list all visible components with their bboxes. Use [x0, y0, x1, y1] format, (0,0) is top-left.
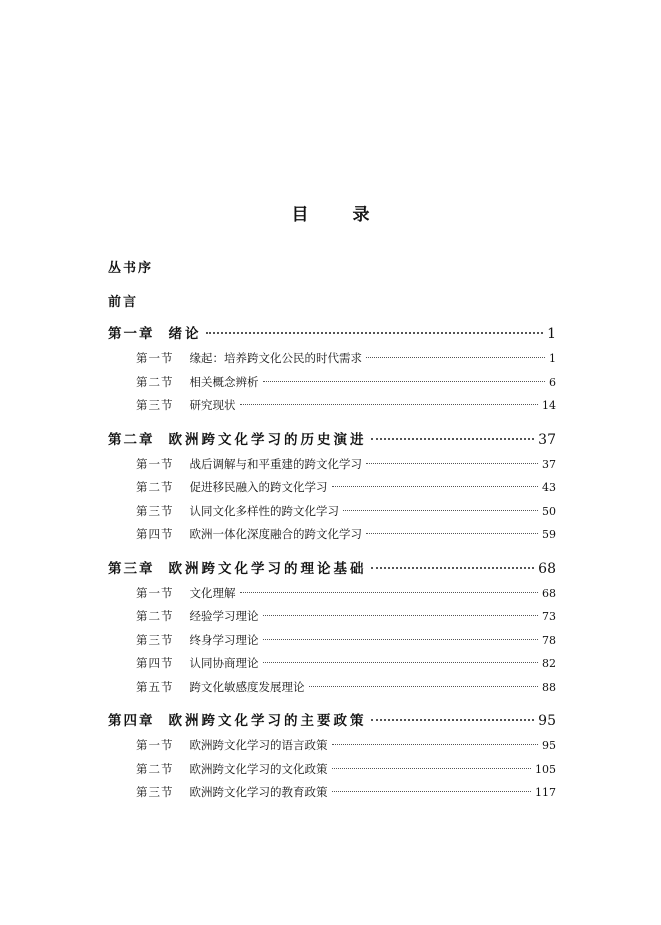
section-title: 认同协商理论 — [189, 656, 259, 670]
table-of-contents — [108, 322, 556, 815]
section-title: 认同文化多样性的跨文化学习 — [189, 503, 339, 518]
section-entry[interactable] — [108, 582, 556, 606]
chapter-number: 第三章 — [108, 560, 155, 577]
section-entry[interactable] — [108, 758, 556, 782]
section-number: 第三节 — [136, 398, 174, 412]
section-title: 相关概念辨析 — [189, 374, 259, 389]
section-title: 促进移民融入的跨文化学习 — [189, 480, 328, 494]
front-matter-foreword[interactable]: 前言 — [108, 295, 139, 310]
section-page-number: 82 — [542, 657, 556, 670]
section-number: 第一节 — [136, 738, 174, 752]
section-title: 欧洲跨文化学习的教育政策 — [189, 785, 328, 799]
dot-leader — [263, 639, 539, 640]
chapter-page-number: 95 — [538, 713, 556, 729]
section-number: 第一节 — [136, 351, 174, 365]
section-entry[interactable] — [108, 523, 556, 547]
section-page-number: 1 — [549, 352, 556, 365]
chapter-entry[interactable] — [108, 322, 556, 347]
section-page-number: 117 — [535, 786, 556, 799]
chapter-title: 欧洲跨文化学习的理论基础 — [168, 560, 367, 577]
section-title: 跨文化敏感度发展理论 — [189, 679, 305, 694]
dot-leader — [332, 486, 539, 487]
section-number: 第四节 — [136, 656, 174, 670]
dot-leader — [366, 463, 538, 464]
section-title: 战后调解与和平重建的跨文化学习 — [189, 456, 362, 471]
section-entry[interactable] — [108, 629, 556, 653]
section-entry[interactable] — [108, 605, 556, 629]
dot-leader — [206, 332, 544, 334]
section-number: 第二节 — [136, 609, 174, 623]
chapter-title: 欧洲跨文化学习的历史演进 — [168, 431, 367, 448]
section-number: 第三节 — [136, 785, 174, 799]
dot-leader — [366, 357, 545, 358]
title-char-1: 目 — [291, 205, 309, 225]
section-title: 研究现状 — [189, 398, 236, 412]
section-number: 第一节 — [136, 585, 174, 600]
section-page-number: 50 — [542, 504, 556, 518]
section-number: 第二节 — [136, 374, 174, 389]
chapter-page-number: 37 — [538, 431, 556, 448]
section-entry[interactable] — [108, 371, 556, 395]
chapter-number: 第二章 — [108, 431, 155, 448]
dot-leader — [263, 381, 546, 382]
dot-leader — [263, 615, 539, 616]
title-char-2: 录 — [352, 205, 370, 225]
chapter-number: 第四章 — [108, 713, 155, 729]
section-number: 第四节 — [136, 527, 174, 541]
chapter-number: 第一章 — [108, 326, 155, 342]
dot-leader — [263, 662, 539, 663]
section-title: 经验学习理论 — [189, 609, 259, 623]
section-entry[interactable] — [108, 734, 556, 758]
chapter-title: 绪论 — [168, 326, 202, 342]
section-entry[interactable] — [108, 652, 556, 676]
chapter-group — [108, 709, 556, 805]
section-entry[interactable] — [108, 347, 556, 371]
section-title: 欧洲一体化深度融合的跨文化学习 — [189, 527, 362, 541]
section-number: 第五节 — [136, 679, 174, 694]
front-matter-preface-series[interactable]: 丛书序 — [108, 261, 154, 276]
section-title: 文化理解 — [189, 585, 236, 600]
chapter-page-number: 1 — [547, 326, 556, 342]
section-page-number: 14 — [542, 399, 556, 412]
section-page-number: 6 — [549, 375, 556, 389]
chapter-page-number: 68 — [538, 560, 556, 577]
chapter-entry[interactable] — [108, 428, 556, 453]
section-title: 欧洲跨文化学习的语言政策 — [189, 738, 328, 752]
dot-leader — [371, 719, 535, 721]
section-title: 终身学习理论 — [189, 632, 259, 647]
dot-leader — [371, 567, 535, 569]
dot-leader — [371, 438, 535, 440]
section-entry[interactable] — [108, 781, 556, 805]
dot-leader — [240, 592, 539, 593]
page-title — [0, 200, 661, 225]
section-entry[interactable] — [108, 394, 556, 418]
chapter-title: 欧洲跨文化学习的主要政策 — [168, 713, 367, 729]
section-number: 第二节 — [136, 480, 174, 494]
chapter-group — [108, 322, 556, 418]
dot-leader — [240, 404, 539, 405]
section-entry[interactable] — [108, 500, 556, 524]
section-page-number: 73 — [542, 610, 556, 623]
section-number: 第三节 — [136, 503, 174, 518]
chapter-entry[interactable] — [108, 709, 556, 734]
section-page-number: 59 — [542, 528, 556, 541]
section-entry[interactable] — [108, 476, 556, 500]
section-page-number: 105 — [535, 762, 556, 776]
chapter-entry[interactable] — [108, 557, 556, 582]
section-page-number: 78 — [542, 633, 556, 647]
dot-leader — [309, 686, 539, 687]
dot-leader — [332, 768, 532, 769]
section-entry[interactable] — [108, 453, 556, 477]
section-entry[interactable] — [108, 676, 556, 700]
section-title: 缘起：培养跨文化公民的时代需求 — [189, 351, 362, 365]
dot-leader — [332, 744, 539, 745]
section-page-number: 43 — [542, 481, 556, 494]
dot-leader — [332, 791, 532, 792]
section-page-number: 37 — [542, 457, 556, 471]
chapter-group — [108, 428, 556, 547]
chapter-group — [108, 557, 556, 700]
section-title: 欧洲跨文化学习的文化政策 — [189, 761, 328, 776]
section-number: 第一节 — [136, 456, 174, 471]
section-page-number: 88 — [542, 680, 556, 694]
dot-leader — [366, 533, 538, 534]
section-number: 第三节 — [136, 632, 174, 647]
dot-leader — [343, 510, 538, 511]
section-number: 第二节 — [136, 761, 174, 776]
section-page-number: 95 — [542, 739, 556, 752]
section-page-number: 68 — [542, 586, 556, 600]
